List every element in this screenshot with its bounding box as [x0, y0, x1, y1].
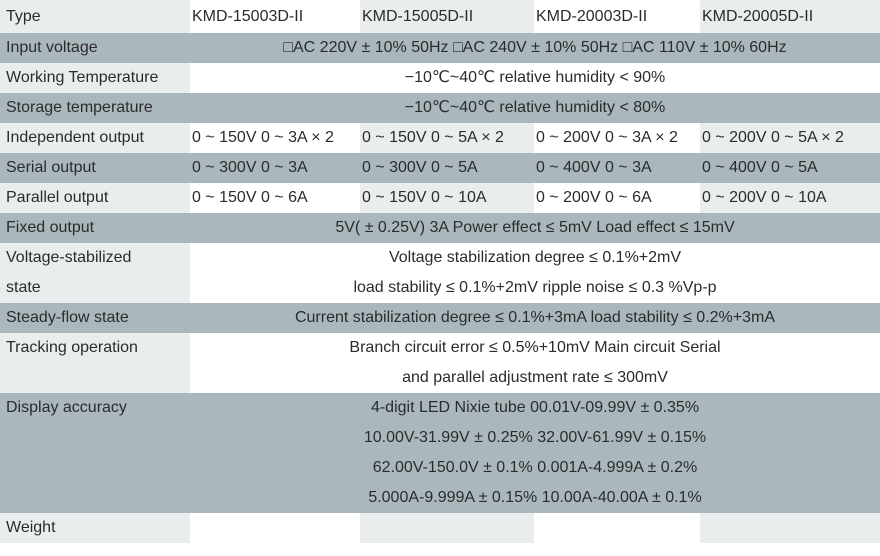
- voltage-stabilized-label-line-1: Voltage-stabilized: [6, 249, 132, 266]
- header-model-4: KMD-20005D-II: [700, 0, 880, 33]
- display-accuracy-label-text: Display accuracy: [6, 399, 127, 416]
- serial-output-model-4: 0 ~ 400V 0 ~ 5A: [700, 153, 880, 183]
- fixed-output-value: 5V( ± 0.25V) 3A Power effect ≤ 5mV Load effect ≤ 15mV: [190, 213, 880, 243]
- voltage-stabilized-value: [190, 243, 880, 303]
- independent-output-model-2: 0 ~ 150V 0 ~ 5A × 2: [360, 123, 534, 153]
- row-working-temperature: [0, 63, 880, 93]
- row-fixed-output: [0, 213, 880, 243]
- serial-output-label: Serial output: [0, 153, 190, 183]
- voltage-stabilized-line-2: load stability ≤ 0.1%+2mV ripple noise ≤ 0.3 %Vp-p: [353, 279, 717, 296]
- tracking-operation-line-2: and parallel adjustment rate ≤ 300mV: [402, 369, 668, 386]
- storage-temperature-label: Storage temperature: [0, 93, 190, 123]
- parallel-output-model-3: 0 ~ 200V 0 ~ 6A: [534, 183, 700, 213]
- independent-output-model-3: 0 ~ 200V 0 ~ 3A × 2: [534, 123, 700, 153]
- row-input-voltage: [0, 33, 880, 63]
- storage-temperature-value: −10℃~40℃ relative humidity < 80%: [190, 93, 880, 123]
- row-parallel-output: [0, 183, 880, 213]
- tracking-operation-label: [0, 333, 190, 393]
- parallel-output-model-2: 0 ~ 150V 0 ~ 10A: [360, 183, 534, 213]
- row-weight: [0, 513, 880, 543]
- parallel-output-label: Parallel output: [0, 183, 190, 213]
- row-display-accuracy: [0, 393, 880, 513]
- row-independent-output: [0, 123, 880, 153]
- display-accuracy-value: [190, 393, 880, 513]
- weight-model-3: [534, 513, 700, 543]
- steady-flow-label: Steady-flow state: [0, 303, 190, 333]
- header-model-3: KMD-20003D-II: [534, 0, 700, 33]
- input-voltage-value: □AC 220V ± 10% 50Hz □AC 240V ± 10% 50Hz □AC 110V ± 10% 60Hz: [190, 33, 880, 63]
- header-row: [0, 0, 880, 33]
- steady-flow-value: Current stabilization degree ≤ 0.1%+3mA load stability ≤ 0.2%+3mA: [190, 303, 880, 333]
- row-storage-temperature: [0, 93, 880, 123]
- display-accuracy-line-1: 4-digit LED Nixie tube 00.01V-09.99V ± 0.35%: [370, 399, 700, 416]
- input-voltage-label: Input voltage: [0, 33, 190, 63]
- display-accuracy-label: [0, 393, 190, 513]
- serial-output-model-3: 0 ~ 400V 0 ~ 3A: [534, 153, 700, 183]
- row-steady-flow: [0, 303, 880, 333]
- display-accuracy-line-4: 5.000A-9.999A ± 0.15% 10.00A-40.00A ± 0.1%: [368, 489, 702, 506]
- serial-output-model-2: 0 ~ 300V 0 ~ 5A: [360, 153, 534, 183]
- working-temperature-label: Working Temperature: [0, 63, 190, 93]
- voltage-stabilized-label: [0, 243, 190, 303]
- weight-model-2: [360, 513, 534, 543]
- voltage-stabilized-label-line-2: state: [6, 279, 41, 296]
- display-accuracy-line-2: 10.00V-31.99V ± 0.25% 32.00V-61.99V ± 0.15%: [363, 429, 707, 446]
- independent-output-model-1: 0 ~ 150V 0 ~ 3A × 2: [190, 123, 360, 153]
- weight-model-4: [700, 513, 880, 543]
- independent-output-model-4: 0 ~ 200V 0 ~ 5A × 2: [700, 123, 880, 153]
- header-model-1: KMD-15003D-II: [190, 0, 360, 33]
- header-type-label: Type: [0, 0, 190, 33]
- serial-output-model-1: 0 ~ 300V 0 ~ 3A: [190, 153, 360, 183]
- tracking-operation-label-spacer: [6, 363, 190, 393]
- tracking-operation-line-1: Branch circuit error ≤ 0.5%+10mV Main circuit Serial: [349, 339, 721, 356]
- row-voltage-stabilized: [0, 243, 880, 303]
- working-temperature-value: −10℃~40℃ relative humidity < 90%: [190, 63, 880, 93]
- parallel-output-model-4: 0 ~ 200V 0 ~ 10A: [700, 183, 880, 213]
- parallel-output-model-1: 0 ~ 150V 0 ~ 6A: [190, 183, 360, 213]
- tracking-operation-label-text: Tracking operation: [6, 339, 138, 356]
- display-accuracy-line-3: 62.00V-150.0V ± 0.1% 0.001A-4.999A ± 0.2%: [372, 459, 698, 476]
- fixed-output-label: Fixed output: [0, 213, 190, 243]
- weight-label: Weight: [0, 513, 190, 543]
- independent-output-label: Independent output: [0, 123, 190, 153]
- row-tracking-operation: [0, 333, 880, 393]
- weight-model-1: [190, 513, 360, 543]
- tracking-operation-value: [190, 333, 880, 393]
- row-serial-output: [0, 153, 880, 183]
- header-model-2: KMD-15005D-II: [360, 0, 534, 33]
- voltage-stabilized-line-1: Voltage stabilization degree ≤ 0.1%+2mV: [388, 249, 682, 266]
